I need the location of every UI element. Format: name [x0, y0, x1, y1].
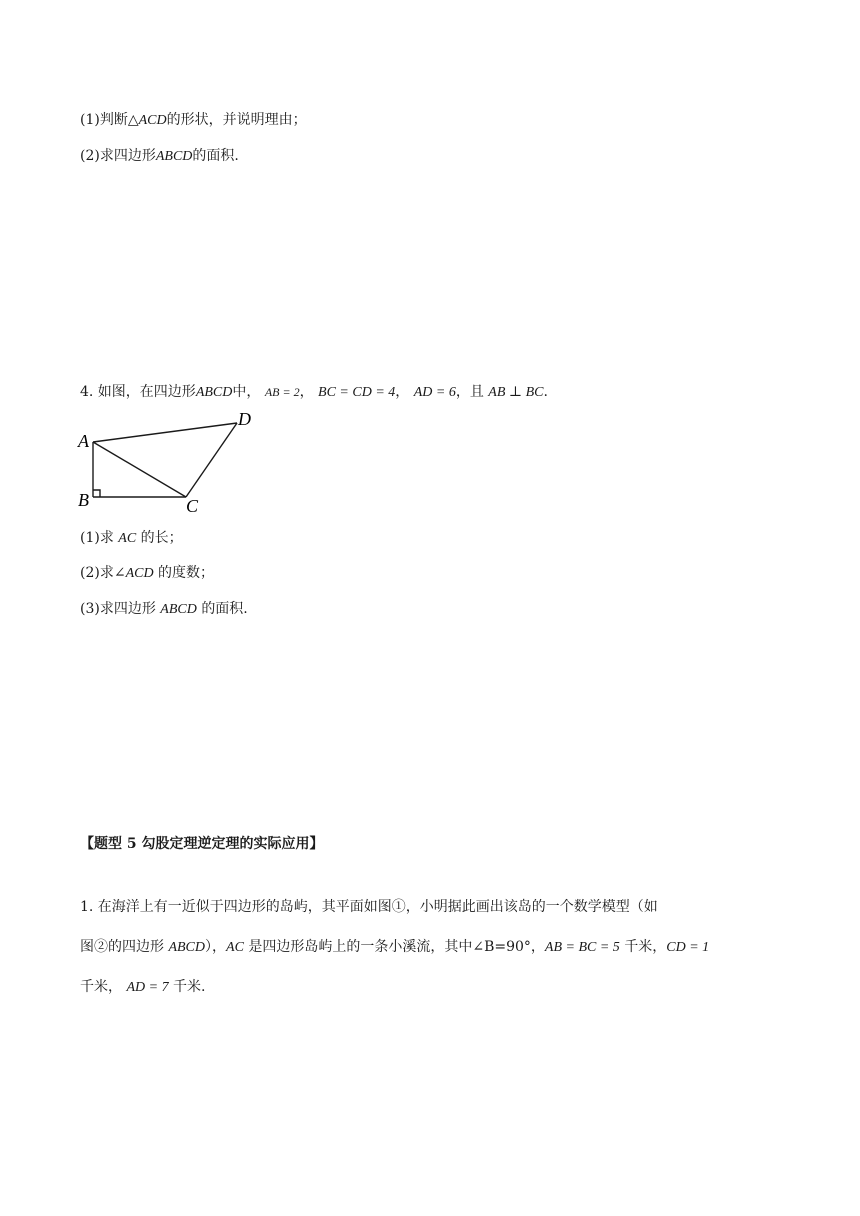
math-eq: CD = 1	[666, 940, 710, 955]
para-text: 千米，	[80, 979, 122, 995]
stem-text: 4. 如图，在四边形	[80, 384, 196, 400]
q3-sub-1	[80, 110, 307, 131]
right-angle-mark	[93, 490, 100, 497]
condition-perp: AB ⊥ BC	[488, 385, 544, 400]
sub-text: 的度数；	[158, 565, 215, 581]
side-cd	[186, 423, 237, 497]
diagonal-ac	[93, 442, 186, 497]
side-ad	[93, 423, 237, 442]
p1-line-2	[80, 937, 780, 958]
sub-text: 求四边形	[99, 601, 156, 617]
punct: ，	[455, 384, 470, 400]
math-eq: AB = BC = 5	[544, 940, 620, 955]
para-text: 千米，	[624, 939, 667, 955]
para-text: 是四边形岛屿上的一条小溪流，其中∠B=90°，	[248, 939, 545, 955]
stem-text: 且	[469, 384, 484, 400]
para-text: 千米.	[173, 979, 206, 995]
sub-text: 的面积.	[192, 148, 239, 164]
section-heading: 【题型 5 勾股定理逆定理的实际应用】	[80, 836, 324, 852]
stem-text: 中，	[232, 384, 261, 400]
sub-text: 的长；	[140, 530, 183, 546]
q4-sub-2	[80, 563, 214, 584]
sub-text: 求四边形	[99, 148, 156, 164]
math-var: AC	[226, 940, 244, 955]
punct: ，	[299, 384, 314, 400]
para-text: 图②的四边形	[80, 939, 164, 955]
sub-number: (1)	[80, 530, 100, 546]
math-var: ABCD	[160, 602, 197, 617]
para-text: ），	[205, 939, 227, 955]
p1-line-1: 1. 在海洋上有一近似于四边形的岛屿，其平面如图①，小明据此画出该岛的一个数学模型（如	[80, 899, 658, 915]
sub-text: 的形状，并说明理由；	[166, 112, 307, 128]
sub-text: 求∠	[99, 565, 126, 581]
math-var: ACD	[125, 566, 154, 581]
sub-number: (2)	[80, 148, 100, 164]
condition-bc-cd: BC = CD = 4	[318, 385, 396, 400]
sub-text: 求	[99, 530, 114, 546]
sub-number: (2)	[80, 565, 100, 581]
p1-line-3	[80, 977, 780, 998]
math-var: ABCD	[168, 940, 206, 955]
sub-number: (3)	[80, 601, 100, 617]
label-a: A	[78, 431, 89, 451]
math-eq: AD = 7	[126, 980, 169, 995]
condition-ab: AB = 2	[264, 385, 300, 399]
label-d: D	[238, 409, 251, 429]
label-c: C	[186, 496, 199, 516]
sub-text: 判断△	[99, 112, 139, 128]
math-var: AC	[118, 531, 137, 546]
math-var: ABCD	[155, 149, 193, 164]
q4-sub-3	[80, 599, 248, 620]
q4-sub-1	[80, 528, 183, 549]
punct: .	[543, 384, 548, 400]
quadrilateral-figure	[70, 405, 270, 517]
condition-ad: AD = 6	[413, 385, 456, 400]
q4-stem	[80, 382, 548, 403]
label-b: B	[78, 490, 89, 510]
sub-text: 的面积.	[201, 601, 248, 617]
math-var: ACD	[138, 113, 167, 128]
punct: ，	[395, 384, 410, 400]
q3-sub-2	[80, 146, 239, 167]
math-var: ABCD	[195, 385, 233, 400]
sub-number: (1)	[80, 112, 100, 128]
